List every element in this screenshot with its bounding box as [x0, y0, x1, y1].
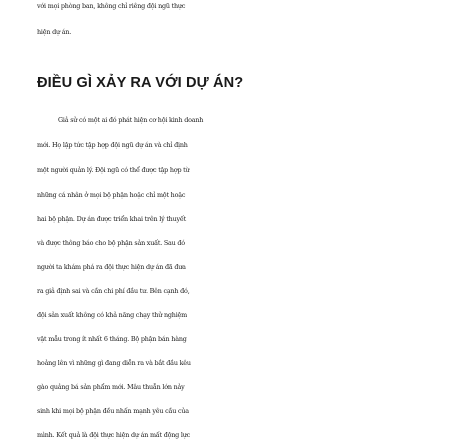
- paragraph-line: đội sản xuất không có khả năng chạy thử nghiệm: [37, 311, 187, 319]
- paragraph-line: người ta khám phá ra đội thực hiện dự án đã đưa: [37, 263, 186, 271]
- paragraph-line: mình. Kết quả là đội thực hiện dự án mất động lực: [37, 431, 191, 439]
- paragraph-line: hoảng lên vì những gì đang diễn ra và bắt đầu kêu: [37, 359, 191, 367]
- paragraph-line: mới. Họ lập tức tập hợp đội ngũ dự án và chỉ định: [37, 141, 188, 149]
- paragraph-line: hiện dự án.: [37, 28, 72, 36]
- paragraph-line: và được thông báo cho bộ phận sản xuất. Sau đó: [37, 239, 185, 247]
- section-heading: ĐIỀU GÌ XẢY RA VỚI DỰ ÁN?: [37, 75, 244, 91]
- paragraph-line: với mọi phòng ban, không chỉ riêng đội ngũ thực: [37, 2, 186, 10]
- paragraph-line: gào quảng bá sản phẩm mới. Mâu thuẫn lớn nảy: [37, 383, 185, 391]
- paragraph-line: những cá nhân ở mọi bộ phận hoặc chỉ một hoặc: [37, 191, 186, 199]
- paragraph-line: Giả sử có một ai đó phát hiện cơ hội kinh doanh: [58, 116, 204, 124]
- paragraph-line: hai bộ phận. Dự án được triển khai trên lý thuyết: [37, 215, 187, 223]
- paragraph-line: sinh khi mọi bộ phận đều nhấn mạnh yêu cầu của: [37, 407, 189, 415]
- paragraph-line: ra giả định sai và cần chi phí đầu tư. Bên cạnh đó,: [37, 287, 190, 295]
- paragraph-line: vật mẫu trong ít nhất 6 tháng. Bộ phận bán hàng: [37, 335, 187, 343]
- paragraph-line: một người quản lý. Đội ngũ có thể được tập hợp từ: [37, 166, 190, 174]
